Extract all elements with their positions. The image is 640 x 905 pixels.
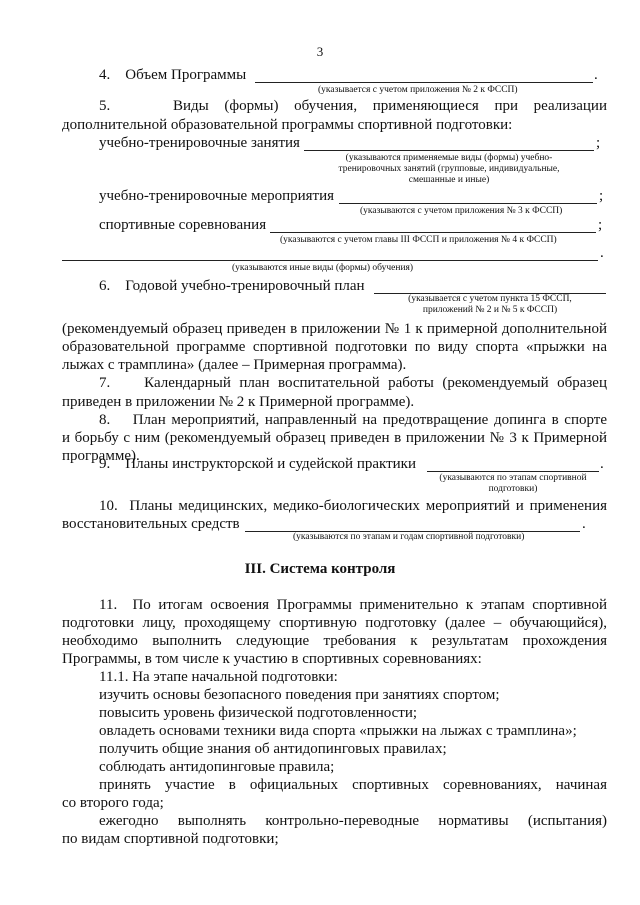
item-9-end: .: [600, 456, 604, 472]
item-4-end: .: [594, 67, 598, 83]
item-11-line-1: 11. По итогам освоения Программы применительно к этапам спортивной: [99, 597, 607, 613]
requirement-6-line-1: принять участие в официальных спортивных соревнованиях, начиная: [99, 777, 607, 793]
item-8-line-1: 8. План мероприятий, направленный на предотвращение допинга в спорте: [99, 412, 607, 428]
item-6-line-4: лыжах с трамплина» (далее – Примерная программа).: [62, 357, 407, 373]
requirement-2: повысить уровень физической подготовленности;: [99, 705, 418, 721]
requirement-7-line-1: ежегодно выполнять контрольно-переводные нормативы (испытания): [99, 813, 607, 829]
item-11-line-2: подготовки лицу, проходящему спортивную подготовку (далее – обучающийся),: [62, 615, 607, 631]
item-10-line-2: восстановительных средств: [62, 516, 240, 532]
item-11-line-4: Программы, в том числе к участию в спортивных соревнованиях:: [62, 651, 482, 667]
requirement-4: получить общие знания об антидопинговых правилах;: [99, 741, 447, 757]
item-10-line-1: 10. Планы медицинских, медико-биологических мероприятий и применения: [99, 498, 607, 514]
training-events-label: учебно-тренировочные мероприятия: [99, 188, 335, 204]
training-sessions-blank: [304, 150, 594, 151]
requirement-7-line-2: по видам спортивной подготовки;: [62, 831, 279, 847]
other-forms-blank: [62, 260, 598, 261]
item-5-line-2: дополнительной образовательной программы спортивной подготовки:: [62, 117, 513, 133]
training-events-end: ;: [599, 188, 604, 204]
item-7-line-2: приведен в приложении № 2 к Примерной программе).: [62, 394, 415, 410]
item-6-note-2: приложений № 2 и № 5 к ФССП): [422, 305, 558, 315]
training-events-blank: [339, 203, 597, 204]
item-10-end: .: [582, 516, 586, 532]
competitions-end: ;: [598, 217, 603, 233]
page-number: 3: [316, 44, 324, 59]
item-7-line-1: 7. Календарный план воспитательной работы (рекомендуемый образец: [99, 375, 607, 391]
requirement-3: овладеть основами техники вида спорта «прыжки на лыжах с трамплина»;: [99, 723, 577, 739]
item-9-blank: [427, 471, 599, 472]
section-title: III. Система контроля: [244, 561, 396, 577]
training-events-note: (указываются с учетом приложения № 3 к ФССП): [360, 206, 563, 216]
item-9-note-1: (указываются по этапам спортивной: [439, 473, 587, 483]
competitions-note: (указываются с учетом главы III ФССП и приложения № 4 к ФССП): [280, 235, 557, 245]
other-forms-end: .: [600, 245, 604, 261]
requirement-5: соблюдать антидопинговые правила;: [99, 759, 335, 775]
training-sessions-note-3: смешанные и иные): [408, 175, 490, 185]
item-11-line-3: необходимо выполнить следующие требования к результатам прохождения: [62, 633, 607, 649]
requirement-1: изучить основы безопасного поведения при занятиях спортом;: [99, 687, 500, 703]
item-9-note-2: подготовки): [488, 484, 538, 494]
competitions-label: спортивные соревнования: [99, 217, 267, 233]
item-8-line-2: и борьбу с ним (рекомендуемый образец приведен в приложении № 3 к Примерной: [62, 430, 607, 446]
item-4-text: 4. Объем Программы: [99, 67, 247, 83]
competitions-blank: [270, 232, 596, 233]
item-6-line-3: образовательной программе спортивной подготовки по виду спорта «прыжки на: [62, 339, 607, 355]
item-11-1-title: 11.1. На этапе начальной подготовки:: [99, 669, 338, 685]
training-sessions-label: учебно-тренировочные занятия: [99, 135, 300, 151]
item-6-note-1: (указывается с учетом пункта 15 ФССП,: [408, 294, 572, 304]
training-sessions-note-2: тренировочных занятий (групповые, индивидуальные,: [338, 164, 560, 174]
requirement-6-line-2: со второго года;: [62, 795, 164, 811]
training-sessions-note-1: (указываются применяемые виды (формы) учебно-: [345, 153, 553, 163]
item-6-line-2: (рекомендуемый образец приведен в приложении № 1 к примерной дополнительной: [62, 321, 607, 337]
item-5-line-1: 5. Виды (формы) обучения, применяющиеся при реализации: [99, 98, 607, 114]
item-4-note: (указывается с учетом приложения № 2 к ФССП): [318, 85, 518, 95]
training-sessions-end: ;: [596, 135, 601, 151]
item-8-line-3: программе).: [62, 448, 140, 464]
item-10-note: (указываются по этапам и годам спортивной подготовки): [293, 532, 525, 542]
item-4-blank: [255, 82, 593, 83]
item-9-text: 9. Планы инструкторской и судейской практики: [99, 456, 416, 472]
item-6-text: 6. Годовой учебно-тренировочный план: [99, 278, 365, 294]
other-forms-note: (указываются иные виды (формы) обучения): [232, 263, 414, 273]
